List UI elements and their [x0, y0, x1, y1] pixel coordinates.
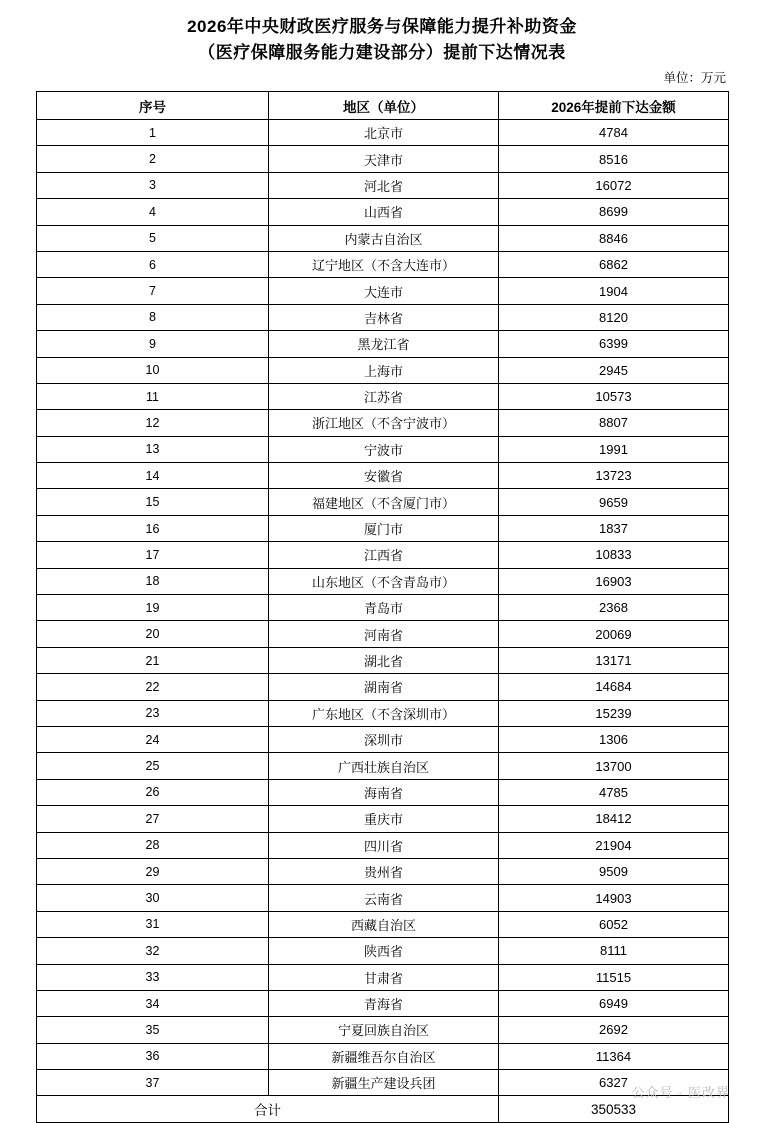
cell-no: 24 — [37, 726, 269, 752]
title-line-1: 2026年中央财政医疗服务与保障能力提升补助资金 — [187, 17, 577, 36]
cell-amount: 16072 — [499, 172, 729, 198]
table-row — [37, 357, 729, 383]
table-row — [37, 885, 729, 911]
cell-region: 海南省 — [269, 779, 499, 805]
cell-no: 20 — [37, 621, 269, 647]
table-row — [37, 251, 729, 277]
table-row — [37, 621, 729, 647]
unit-note: 单位：万元 — [663, 71, 726, 85]
cell-amount: 15239 — [499, 700, 729, 726]
table-row — [37, 990, 729, 1016]
table-row — [37, 858, 729, 884]
cell-region: 重庆市 — [269, 806, 499, 832]
table-row — [37, 647, 729, 673]
column-header-no: 序号 — [37, 92, 269, 120]
cell-region: 山东地区（不含青岛市） — [269, 568, 499, 594]
cell-amount: 2368 — [499, 595, 729, 621]
cell-region: 广西壮族自治区 — [269, 753, 499, 779]
cell-no: 25 — [37, 753, 269, 779]
cell-region: 河南省 — [269, 621, 499, 647]
cell-amount: 11364 — [499, 1043, 729, 1069]
cell-amount: 13171 — [499, 647, 729, 673]
table-row — [37, 278, 729, 304]
table-row — [37, 172, 729, 198]
cell-no: 28 — [37, 832, 269, 858]
cell-no: 14 — [37, 463, 269, 489]
cell-region: 宁波市 — [269, 436, 499, 462]
cell-no: 1 — [37, 120, 269, 146]
table-row — [37, 1070, 729, 1096]
cell-region: 宁夏回族自治区 — [269, 1017, 499, 1043]
cell-region: 大连市 — [269, 278, 499, 304]
allocation-table — [36, 91, 729, 1123]
cell-amount: 11515 — [499, 964, 729, 990]
table-row — [37, 806, 729, 832]
cell-amount: 9659 — [499, 489, 729, 515]
cell-amount: 20069 — [499, 621, 729, 647]
cell-amount: 18412 — [499, 806, 729, 832]
cell-amount: 13723 — [499, 463, 729, 489]
table-row — [37, 542, 729, 568]
cell-no: 2 — [37, 146, 269, 172]
table-row — [37, 120, 729, 146]
cell-no: 11 — [37, 383, 269, 409]
cell-no: 12 — [37, 410, 269, 436]
cell-region: 甘肃省 — [269, 964, 499, 990]
cell-region: 西藏自治区 — [269, 911, 499, 937]
total-amount: 350533 — [499, 1096, 729, 1122]
cell-region: 云南省 — [269, 885, 499, 911]
cell-amount: 4784 — [499, 120, 729, 146]
cell-no: 33 — [37, 964, 269, 990]
cell-no: 13 — [37, 436, 269, 462]
cell-region: 四川省 — [269, 832, 499, 858]
cell-amount: 10573 — [499, 383, 729, 409]
table-row — [37, 436, 729, 462]
cell-amount: 1904 — [499, 278, 729, 304]
cell-no: 22 — [37, 674, 269, 700]
cell-region: 深圳市 — [269, 726, 499, 752]
cell-region: 福建地区（不含厦门市） — [269, 489, 499, 515]
cell-region: 陕西省 — [269, 938, 499, 964]
table-row — [37, 199, 729, 225]
cell-amount: 6052 — [499, 911, 729, 937]
cell-amount: 8699 — [499, 199, 729, 225]
cell-no: 9 — [37, 331, 269, 357]
cell-no: 10 — [37, 357, 269, 383]
cell-region: 北京市 — [269, 120, 499, 146]
table-row — [37, 832, 729, 858]
cell-no: 36 — [37, 1043, 269, 1069]
cell-region: 湖北省 — [269, 647, 499, 673]
cell-region: 湖南省 — [269, 674, 499, 700]
cell-region: 河北省 — [269, 172, 499, 198]
table-row — [37, 1043, 729, 1069]
cell-no: 34 — [37, 990, 269, 1016]
watermark: 公众号 · 医改界 — [631, 1084, 730, 1100]
table-row — [37, 911, 729, 937]
table-row — [37, 938, 729, 964]
cell-amount: 6399 — [499, 331, 729, 357]
table-row — [37, 964, 729, 990]
cell-amount: 2945 — [499, 357, 729, 383]
cell-region: 青海省 — [269, 990, 499, 1016]
table-row — [37, 1017, 729, 1043]
cell-amount: 1837 — [499, 515, 729, 541]
table-row — [37, 515, 729, 541]
cell-region: 江西省 — [269, 542, 499, 568]
cell-region: 贵州省 — [269, 858, 499, 884]
cell-no: 3 — [37, 172, 269, 198]
cell-no: 7 — [37, 278, 269, 304]
cell-region: 浙江地区（不含宁波市） — [269, 410, 499, 436]
cell-region: 厦门市 — [269, 515, 499, 541]
cell-no: 19 — [37, 595, 269, 621]
cell-amount: 21904 — [499, 832, 729, 858]
cell-amount: 6327 — [499, 1070, 729, 1096]
table-row — [37, 700, 729, 726]
total-label: 合计 — [37, 1096, 499, 1122]
table-body — [37, 120, 729, 1096]
table-total-row — [37, 1096, 729, 1122]
cell-amount: 14684 — [499, 674, 729, 700]
cell-amount: 6862 — [499, 251, 729, 277]
cell-amount: 9509 — [499, 858, 729, 884]
cell-region: 新疆维吾尔自治区 — [269, 1043, 499, 1069]
cell-no: 26 — [37, 779, 269, 805]
table-row — [37, 568, 729, 594]
cell-region: 辽宁地区（不含大连市） — [269, 251, 499, 277]
cell-region: 黑龙江省 — [269, 331, 499, 357]
cell-amount: 14903 — [499, 885, 729, 911]
column-header-region: 地区（单位） — [269, 92, 499, 120]
cell-no: 18 — [37, 568, 269, 594]
cell-no: 30 — [37, 885, 269, 911]
cell-no: 17 — [37, 542, 269, 568]
cell-amount: 4785 — [499, 779, 729, 805]
table-row — [37, 489, 729, 515]
cell-no: 29 — [37, 858, 269, 884]
table-row — [37, 753, 729, 779]
table-row — [37, 331, 729, 357]
cell-no: 4 — [37, 199, 269, 225]
cell-region: 江苏省 — [269, 383, 499, 409]
cell-no: 5 — [37, 225, 269, 251]
cell-no: 6 — [37, 251, 269, 277]
cell-amount: 13700 — [499, 753, 729, 779]
cell-no: 23 — [37, 700, 269, 726]
cell-region: 山西省 — [269, 199, 499, 225]
table-row — [37, 146, 729, 172]
cell-region: 广东地区（不含深圳市） — [269, 700, 499, 726]
cell-no: 16 — [37, 515, 269, 541]
title-line-2: （医疗保障服务能力建设部分）提前下达情况表 — [198, 43, 566, 62]
cell-no: 15 — [37, 489, 269, 515]
cell-region: 青岛市 — [269, 595, 499, 621]
cell-region: 新疆生产建设兵团 — [269, 1070, 499, 1096]
table-row — [37, 779, 729, 805]
cell-amount: 16903 — [499, 568, 729, 594]
cell-no: 31 — [37, 911, 269, 937]
cell-amount: 6949 — [499, 990, 729, 1016]
cell-amount: 8516 — [499, 146, 729, 172]
table-row — [37, 383, 729, 409]
column-header-amount: 2026年提前下达金额 — [499, 92, 729, 120]
cell-amount: 10833 — [499, 542, 729, 568]
cell-amount: 8120 — [499, 304, 729, 330]
page-title — [36, 14, 728, 66]
cell-amount: 2692 — [499, 1017, 729, 1043]
cell-no: 32 — [37, 938, 269, 964]
cell-region: 吉林省 — [269, 304, 499, 330]
cell-amount: 1991 — [499, 436, 729, 462]
cell-region: 内蒙古自治区 — [269, 225, 499, 251]
cell-region: 安徽省 — [269, 463, 499, 489]
cell-region: 天津市 — [269, 146, 499, 172]
table-row — [37, 595, 729, 621]
cell-no: 35 — [37, 1017, 269, 1043]
cell-region: 上海市 — [269, 357, 499, 383]
cell-amount: 8846 — [499, 225, 729, 251]
cell-amount: 8111 — [499, 938, 729, 964]
table-row — [37, 225, 729, 251]
table-row — [37, 463, 729, 489]
table-row — [37, 726, 729, 752]
cell-no: 37 — [37, 1070, 269, 1096]
table-header-row — [37, 92, 729, 120]
cell-no: 21 — [37, 647, 269, 673]
cell-no: 27 — [37, 806, 269, 832]
table-row — [37, 410, 729, 436]
cell-amount: 8807 — [499, 410, 729, 436]
table-row — [37, 674, 729, 700]
cell-amount: 1306 — [499, 726, 729, 752]
table-row — [37, 304, 729, 330]
cell-no: 8 — [37, 304, 269, 330]
